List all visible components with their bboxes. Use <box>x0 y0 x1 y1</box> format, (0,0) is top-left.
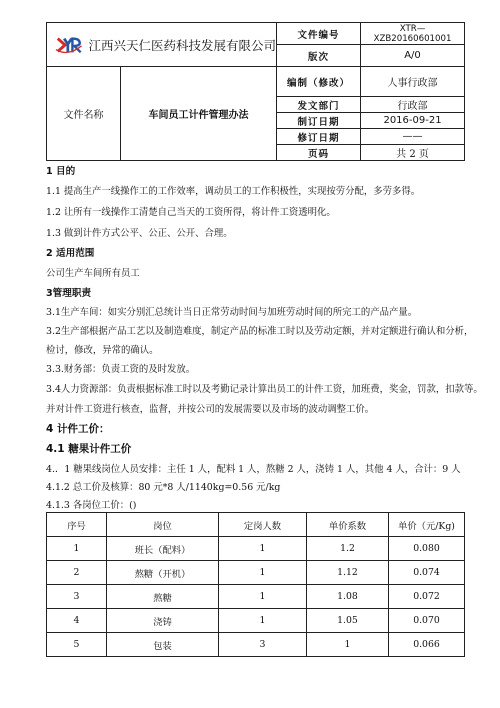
paragraph: 1.1 提高生产一线操作工的工作效率，调动员工的工作积极性，实现按劳分配，多劳多得。 <box>46 186 421 197</box>
version-label: 版次 <box>277 45 361 67</box>
paragraph: 公司生产车间所有员工 <box>46 268 140 279</box>
table-header-cell: 定岗人数 <box>219 513 307 537</box>
revise-label: 修订日期 <box>277 129 361 145</box>
section-heading: 4 计件工价： <box>46 423 110 435</box>
table-cell: 1 <box>219 537 307 561</box>
paragraph: 3.4人力资源部：负责根据标准工时以及考勤记录计算出员工的计件工资，加班费，奖金，罚款，扣款等。 <box>46 384 483 395</box>
subsection-heading: 4.1 糖果计件工价 <box>46 443 132 455</box>
issuer-label: 发文部门 <box>277 97 361 113</box>
table-cell: 1.2 <box>307 537 389 561</box>
table-cell: 5 <box>47 633 107 657</box>
table-header-cell: 岗位 <box>107 513 219 537</box>
file-name-label: 文件名称 <box>47 67 121 161</box>
table-row <box>47 585 465 609</box>
table-cell: 熬糖 <box>107 585 219 609</box>
paragraph: 3.3.财务部：负责工资的及时发放。 <box>46 364 196 375</box>
table-cell: 1.05 <box>307 609 389 633</box>
table-row <box>47 561 465 585</box>
paragraph: 4.1.2 总工价及核算：80 元*8 人/1140kg=0.56 元/kg <box>46 482 281 493</box>
paragraph: 检讨，修改，异常的确认。 <box>46 345 159 356</box>
editor-value: 人事行政部 <box>361 67 465 97</box>
table-cell: 0.072 <box>389 585 465 609</box>
table-cell: 1 <box>307 633 389 657</box>
table-cell: 4 <box>47 609 107 633</box>
position-price-table <box>46 512 465 657</box>
section-heading: 1 目的 <box>46 166 76 177</box>
version-value: A/0 <box>361 45 465 67</box>
table-cell: 班长（配料） <box>107 537 219 561</box>
table-cell: 2 <box>47 561 107 585</box>
table-cell: 1.08 <box>307 585 389 609</box>
doc-no-value: XTR—XZB20160601001 <box>361 23 465 45</box>
table-cell: 0.066 <box>389 633 465 657</box>
paragraph: 1.3 做到计件方式公平、公正、公开、合理。 <box>46 228 233 239</box>
paragraph: 3.1生产车间：如实分别汇总统计当日正常劳动时间与加班劳动时间的所完工的产品产量。 <box>46 307 418 318</box>
paragraph: 1.2 让所有一线操作工清楚自己当天的工资所得，将计件工资透明化。 <box>46 207 336 218</box>
table-cell: 浇铸 <box>107 609 219 633</box>
table-header-row <box>47 513 465 537</box>
table-cell: 1 <box>219 561 307 585</box>
date-value: 2016-09-21 <box>361 113 465 129</box>
table-cell: 1 <box>47 537 107 561</box>
section-heading: 2 适用范围 <box>46 248 95 259</box>
table-header-cell: 单价（元/Kg) <box>389 513 465 537</box>
paragraph: 3.2生产部根据产品工艺以及制造难度，制定产品的标准工时以及劳动定额，并对定额进行确认和分析， <box>46 326 474 337</box>
table-header-cell: 单价系数 <box>307 513 389 537</box>
date-label: 制订日期 <box>277 113 361 129</box>
table-cell: 1 <box>219 585 307 609</box>
table-header-cell: 序号 <box>47 513 107 537</box>
table-row <box>47 633 465 657</box>
paragraph: 并对计件工资进行核查，监督，并按公司的发展需要以及市场的波动调整工价。 <box>46 404 375 415</box>
table-cell: 1 <box>219 609 307 633</box>
company-name: 江西兴天仁医药科技发展有限公司 <box>88 37 277 53</box>
doc-no-label: 文件编号 <box>277 23 361 45</box>
revise-value: —— <box>361 129 465 145</box>
table-cell: 0.070 <box>389 609 465 633</box>
table-row <box>47 609 465 633</box>
issuer-value: 行政部 <box>361 97 465 113</box>
page-label: 页码 <box>277 145 361 161</box>
table-row <box>47 537 465 561</box>
table-cell: 3 <box>47 585 107 609</box>
table-cell: 3 <box>219 633 307 657</box>
page-value: 共 2 页 <box>361 145 465 161</box>
table-cell: 1.12 <box>307 561 389 585</box>
paragraph: 4.1.3 各岗位工价：() <box>46 500 137 511</box>
editor-label: 编制（修改） <box>277 67 361 97</box>
table-cell: 0.080 <box>389 537 465 561</box>
paragraph: 4.．1 糖果线岗位人员安排：主任 1 人，配料 1 人，熬糖 2 人，浇铸 1 人，其他 4 人，合计：9 人 <box>46 464 461 475</box>
table-cell: 熬糖（开机） <box>107 561 219 585</box>
table-cell: 包装 <box>107 633 219 657</box>
table-cell: 0.074 <box>389 561 465 585</box>
section-heading: 3管理职责 <box>46 288 92 299</box>
document-title: 车间员工计件管理办法 <box>121 67 277 161</box>
